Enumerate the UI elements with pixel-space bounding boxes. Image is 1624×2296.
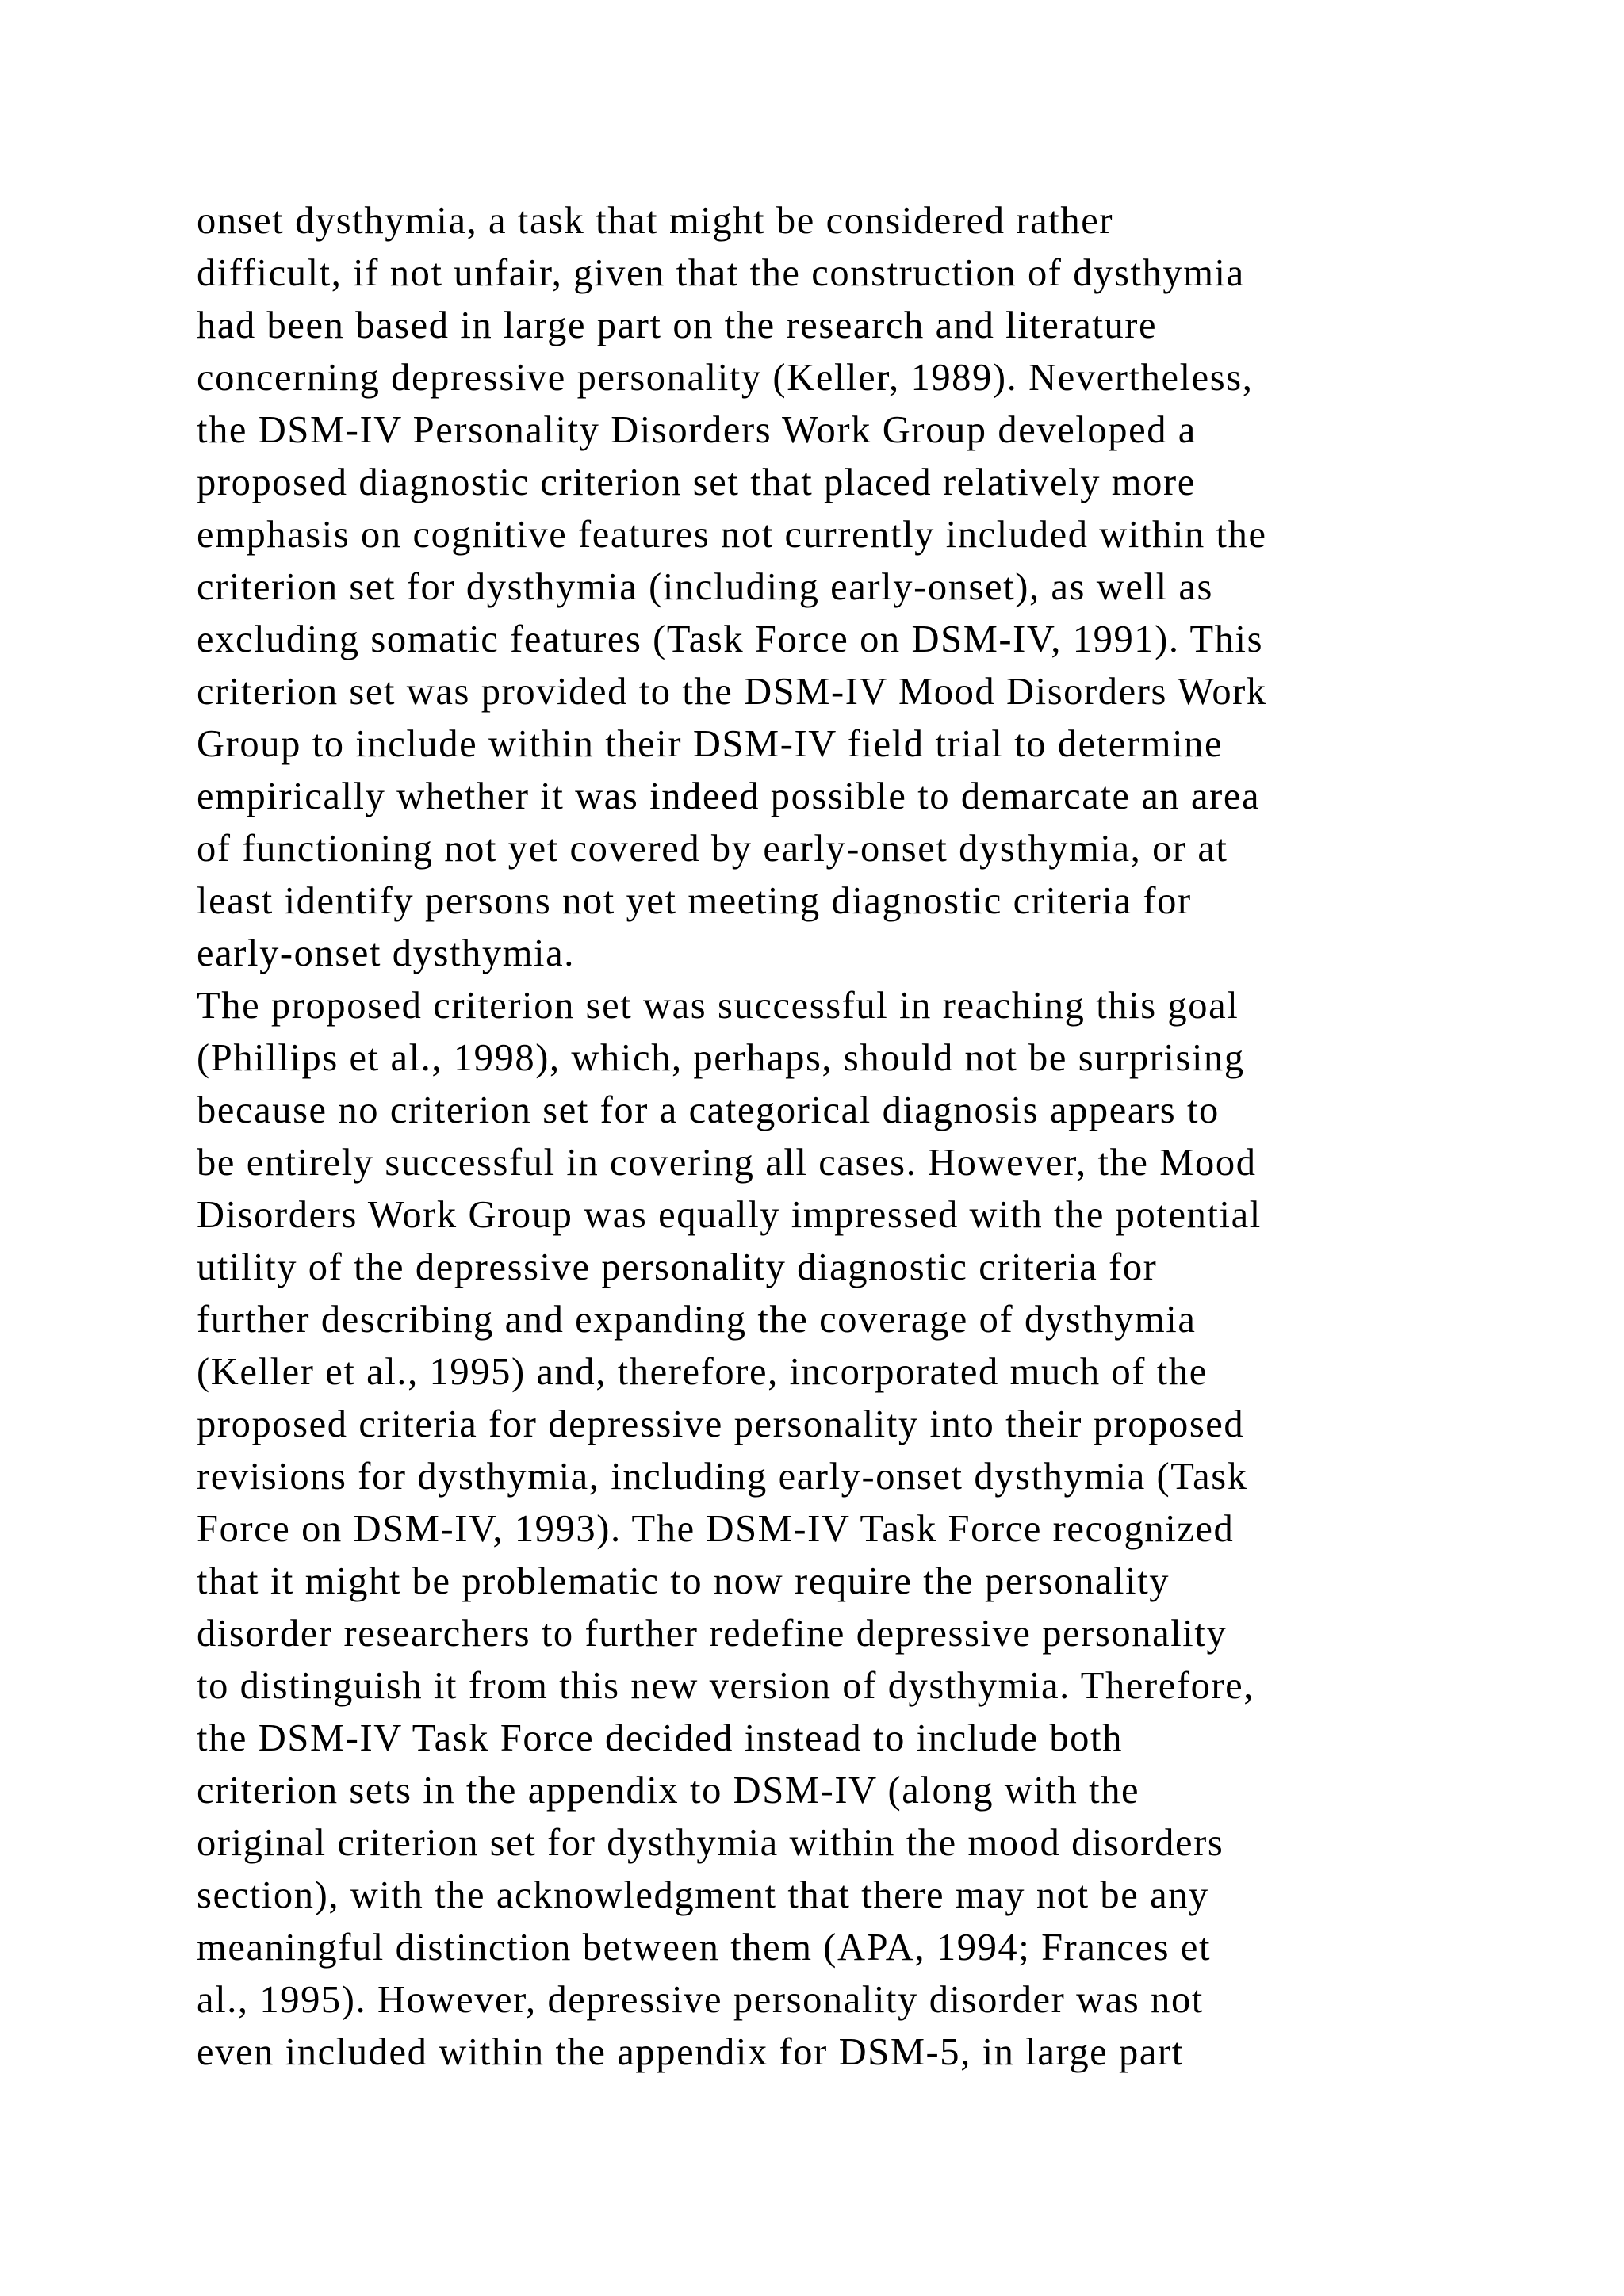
text-line: concerning depressive personality (Keller, 1989). Nevertheless, — [197, 357, 1254, 399]
text-line: meaningful distinction between them (APA, 1994; Frances et — [197, 1927, 1212, 1969]
text-line: early-onset dysthymia. — [197, 932, 575, 974]
text-line: that it might be problematic to now require the personality — [197, 1560, 1170, 1602]
text-line: the DSM-IV Task Force decided instead to include both — [197, 1717, 1123, 1759]
body-text — [197, 195, 1545, 2079]
text-line: Force on DSM-IV, 1993). The DSM-IV Task Force recognized — [197, 1508, 1235, 1550]
text-line: onset dysthymia, a task that might be considered rather — [197, 200, 1114, 242]
text-line: be entirely successful in covering all cases. However, the Mood — [197, 1142, 1257, 1184]
text-line: least identify persons not yet meeting diagnostic criteria for — [197, 880, 1192, 922]
text-line: the DSM-IV Personality Disorders Work Group developed a — [197, 409, 1197, 451]
text-line: even included within the appendix for DSM-5, in large part — [197, 2031, 1184, 2073]
text-line: criterion sets in the appendix to DSM-IV (along with the — [197, 1770, 1140, 1812]
text-line: because no criterion set for a categorical diagnosis appears to — [197, 1089, 1220, 1131]
text-line: proposed diagnostic criterion set that placed relatively more — [197, 461, 1196, 503]
text-line: of functioning not yet covered by early-onset dysthymia, or at — [197, 828, 1228, 870]
text-line: had been based in large part on the research and literature — [197, 304, 1158, 346]
text-line: emphasis on cognitive features not currently included within the — [197, 514, 1267, 556]
text-line: difficult, if not unfair, given that the construction of dysthymia — [197, 252, 1245, 294]
text-line: disorder researchers to further redefine depressive personality — [197, 1613, 1228, 1655]
text-line: The proposed criterion set was successful in reaching this goal — [197, 985, 1239, 1027]
text-line: Group to include within their DSM-IV field trial to determine — [197, 723, 1224, 765]
text-line: original criterion set for dysthymia within the mood disorders — [197, 1822, 1224, 1864]
text-line: section), with the acknowledgment that there may not be any — [197, 1874, 1209, 1916]
text-line: utility of the depressive personality diagnostic criteria for — [197, 1246, 1158, 1288]
text-line: further describing and expanding the coverage of dysthymia — [197, 1299, 1197, 1341]
text-line: al., 1995). However, depressive personality disorder was not — [197, 1979, 1204, 2021]
text-line: revisions for dysthymia, including early-onset dysthymia (Task — [197, 1456, 1248, 1498]
text-line: (Phillips et al., 1998), which, perhaps, should not be surprising — [197, 1037, 1245, 1079]
text-line: criterion set was provided to the DSM-IV Mood Disorders Work — [197, 671, 1267, 713]
text-line: criterion set for dysthymia (including early-onset), as well as — [197, 566, 1213, 608]
text-line: to distinguish it from this new version of dysthymia. Therefore, — [197, 1665, 1255, 1707]
text-line: (Keller et al., 1995) and, therefore, incorporated much of the — [197, 1351, 1208, 1393]
text-line: proposed criteria for depressive personality into their proposed — [197, 1403, 1245, 1445]
text-line: excluding somatic features (Task Force on DSM-IV, 1991). This — [197, 618, 1264, 660]
text-line: Disorders Work Group was equally impressed with the potential — [197, 1194, 1262, 1236]
text-line: empirically whether it was indeed possible to demarcate an area — [197, 775, 1261, 817]
